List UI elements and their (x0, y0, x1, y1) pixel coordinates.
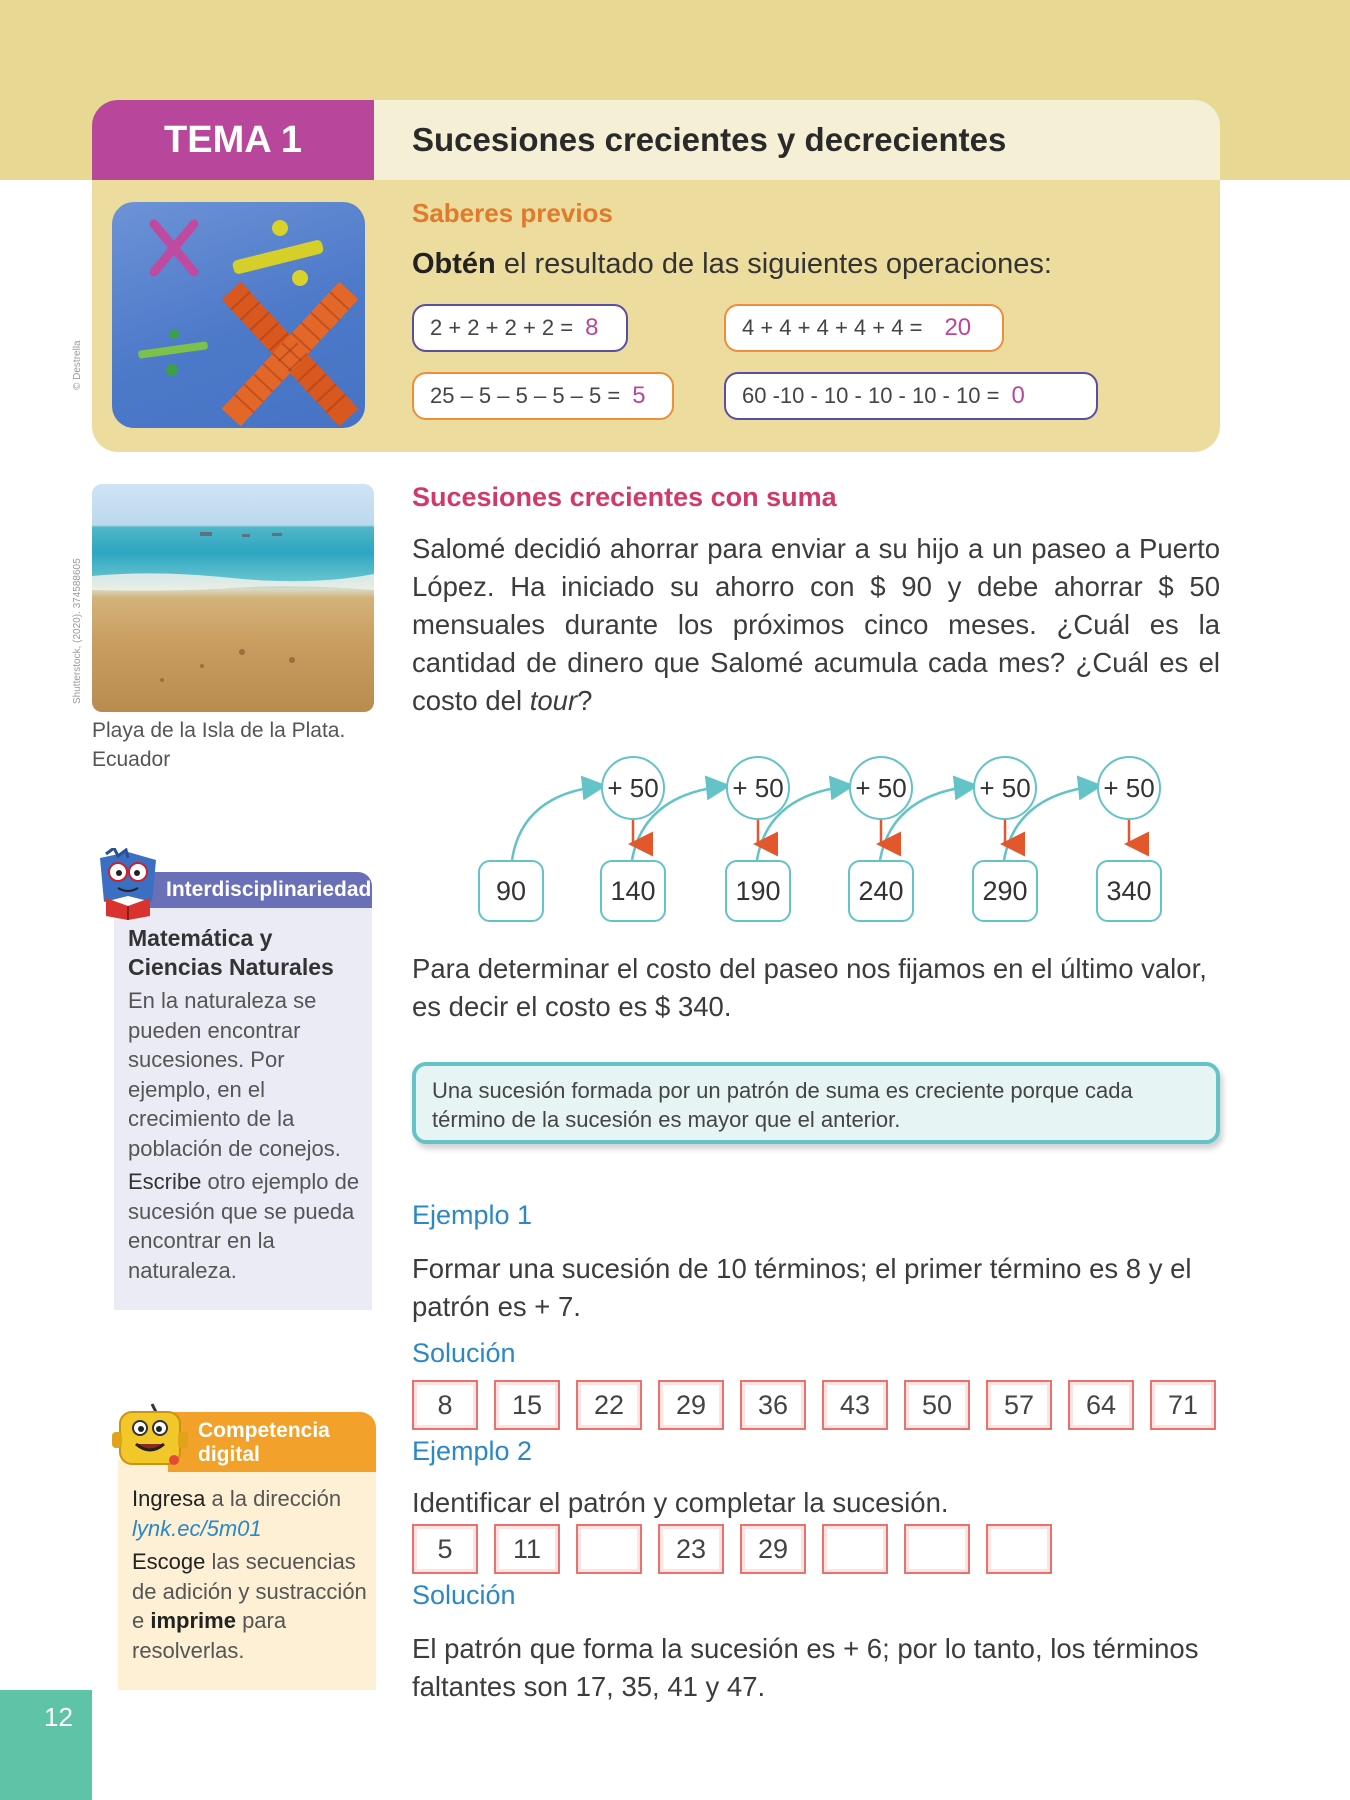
sequence-term-blank (822, 1524, 888, 1574)
sequence-down-arrows (633, 820, 1129, 844)
interdisciplinariedad-prompt: Escribe otro ejemplo de sucesión que se pueda encontrar en la naturaleza. (128, 1169, 360, 1283)
sequence-value: 140 (600, 860, 666, 922)
orange-x-icon (240, 300, 340, 408)
sequence-term: 15 (494, 1380, 560, 1430)
sequence-term: 29 (740, 1524, 806, 1574)
sequence-term-blank (904, 1524, 970, 1574)
sequence-value: 190 (725, 860, 791, 922)
sequence-term: 11 (494, 1524, 560, 1574)
ejemplo2-solution-text: El patrón que forma la sucesión es + 6; por lo tanto, los términos faltantes son 17, 35, 41 y 47. (412, 1633, 1199, 1702)
photo-credit: Shutterstock, (2020). 374588605 (72, 558, 83, 704)
competencia-ingresa: Ingresa a la dirección (132, 1486, 342, 1511)
ejemplo1-solution-heading: Solución (412, 1338, 516, 1368)
ejemplo2-statement: Identificar el patrón y completar la sucesión. (412, 1487, 949, 1518)
sequence-diagram (470, 748, 1190, 928)
beach-photo (92, 484, 374, 712)
image-credit: © Destrella (72, 340, 83, 390)
sequence-term-blank (986, 1524, 1052, 1574)
interdisciplinariedad-tab: Interdisciplinariedad (150, 872, 372, 908)
competencia-escoge: Escoge las secuencias de adición y sustracción e imprime para resolverlas. (132, 1549, 367, 1663)
divide-symbol-yellow-icon (232, 220, 325, 286)
operation-box: 2 + 2 + 2 + 2 = 8 (412, 304, 628, 352)
operation-answer: 8 (585, 314, 599, 341)
step-bubble: + 50 (601, 756, 665, 820)
competencia-digital-tab: Competencia digital (168, 1412, 376, 1472)
sequence-term: 36 (740, 1380, 806, 1430)
problem-text: Salomé decidió ahorrar para enviar a su hijo a un paseo a Puerto López. Ha iniciado su ahorro con $ 90 y debe ahorrar $ 50 mensuales durante los próximos cinco meses. ¿Cuál es la cantidad de dinero que Salomé acumula cada mes? ¿Cuál es el costo del tour? (412, 533, 1220, 716)
sequence-value: 340 (1096, 860, 1162, 922)
ejemplo2-heading: Ejemplo 2 (412, 1436, 533, 1466)
step-bubble: + 50 (849, 756, 913, 820)
page-title: Sucesiones crecientes y decrecientes (374, 100, 1220, 180)
saberes-instruction: Obtén el resultado de las siguientes operaciones: (412, 248, 1052, 280)
interdisciplinariedad-subtitle: Matemática y Ciencias Naturales (128, 925, 334, 980)
sequence-term: 23 (658, 1524, 724, 1574)
sequence-term: 22 (576, 1380, 642, 1430)
sequence-value: 90 (478, 860, 544, 922)
saberes-heading: Saberes previos (412, 198, 613, 228)
section-heading: Sucesiones crecientes con suma (412, 482, 837, 512)
step-bubble: + 50 (726, 756, 790, 820)
math-symbols-image (112, 202, 365, 428)
ejemplo2-solution-heading: Solución (412, 1580, 516, 1610)
ejemplo1-heading: Ejemplo 1 (412, 1200, 533, 1230)
operation-box: 25 – 5 – 5 – 5 – 5 = 5 (412, 372, 674, 420)
divide-symbol-green-icon (138, 329, 208, 376)
photo-caption: Playa de la Isla de la Plata. Ecuador (92, 719, 346, 771)
sequence-term: 64 (1068, 1380, 1134, 1430)
sequence-term: 29 (658, 1380, 724, 1430)
operation-box: 60 -10 - 10 - 10 - 10 - 10 = 0 (724, 372, 1098, 420)
interdisciplinariedad-text: En la naturaleza se pueden encontrar sucesiones. Por ejemplo, en el crecimiento de la población de conejos. (128, 988, 341, 1161)
sequence-term: 50 (904, 1380, 970, 1430)
operation-answer: 0 (1011, 382, 1025, 409)
interdisciplinariedad-content (128, 924, 372, 1285)
tema-label: TEMA 1 (92, 100, 374, 180)
ejemplo1-statement: Formar una sucesión de 10 términos; el primer término es 8 y el patrón es + 7. (412, 1253, 1192, 1322)
robot-mascot-icon (112, 1402, 188, 1474)
sequence-term: 8 (412, 1380, 478, 1430)
definition-box: Una sucesión formada por un patrón de suma es creciente porque cada término de la sucesión es mayor que el anterior. (412, 1062, 1220, 1144)
sequence-value: 290 (972, 860, 1038, 922)
operation-box: 4 + 4 + 4 + 4 + 4 = 20 (724, 304, 1004, 352)
book-mascot-icon (92, 848, 166, 922)
operation-answer: 5 (632, 382, 646, 409)
competencia-digital-content (132, 1484, 376, 1665)
step-bubble: + 50 (1097, 756, 1161, 820)
sequence-term: 5 (412, 1524, 478, 1574)
sequence-value: 240 (848, 860, 914, 922)
sequence-term: 71 (1150, 1380, 1216, 1430)
sequence-term: 43 (822, 1380, 888, 1430)
sequence-term: 57 (986, 1380, 1052, 1430)
page-number: 12 (44, 1702, 73, 1732)
multiply-symbol-icon (154, 224, 194, 272)
sequence-term-blank (576, 1524, 642, 1574)
step-bubble: + 50 (973, 756, 1037, 820)
conclusion-text: Para determinar el costo del paseo nos fijamos en el último valor, es decir el costo es $ 340. (412, 953, 1207, 1022)
competencia-link[interactable]: lynk.ec/5m01 (132, 1515, 262, 1541)
operation-answer: 20 (944, 314, 972, 341)
